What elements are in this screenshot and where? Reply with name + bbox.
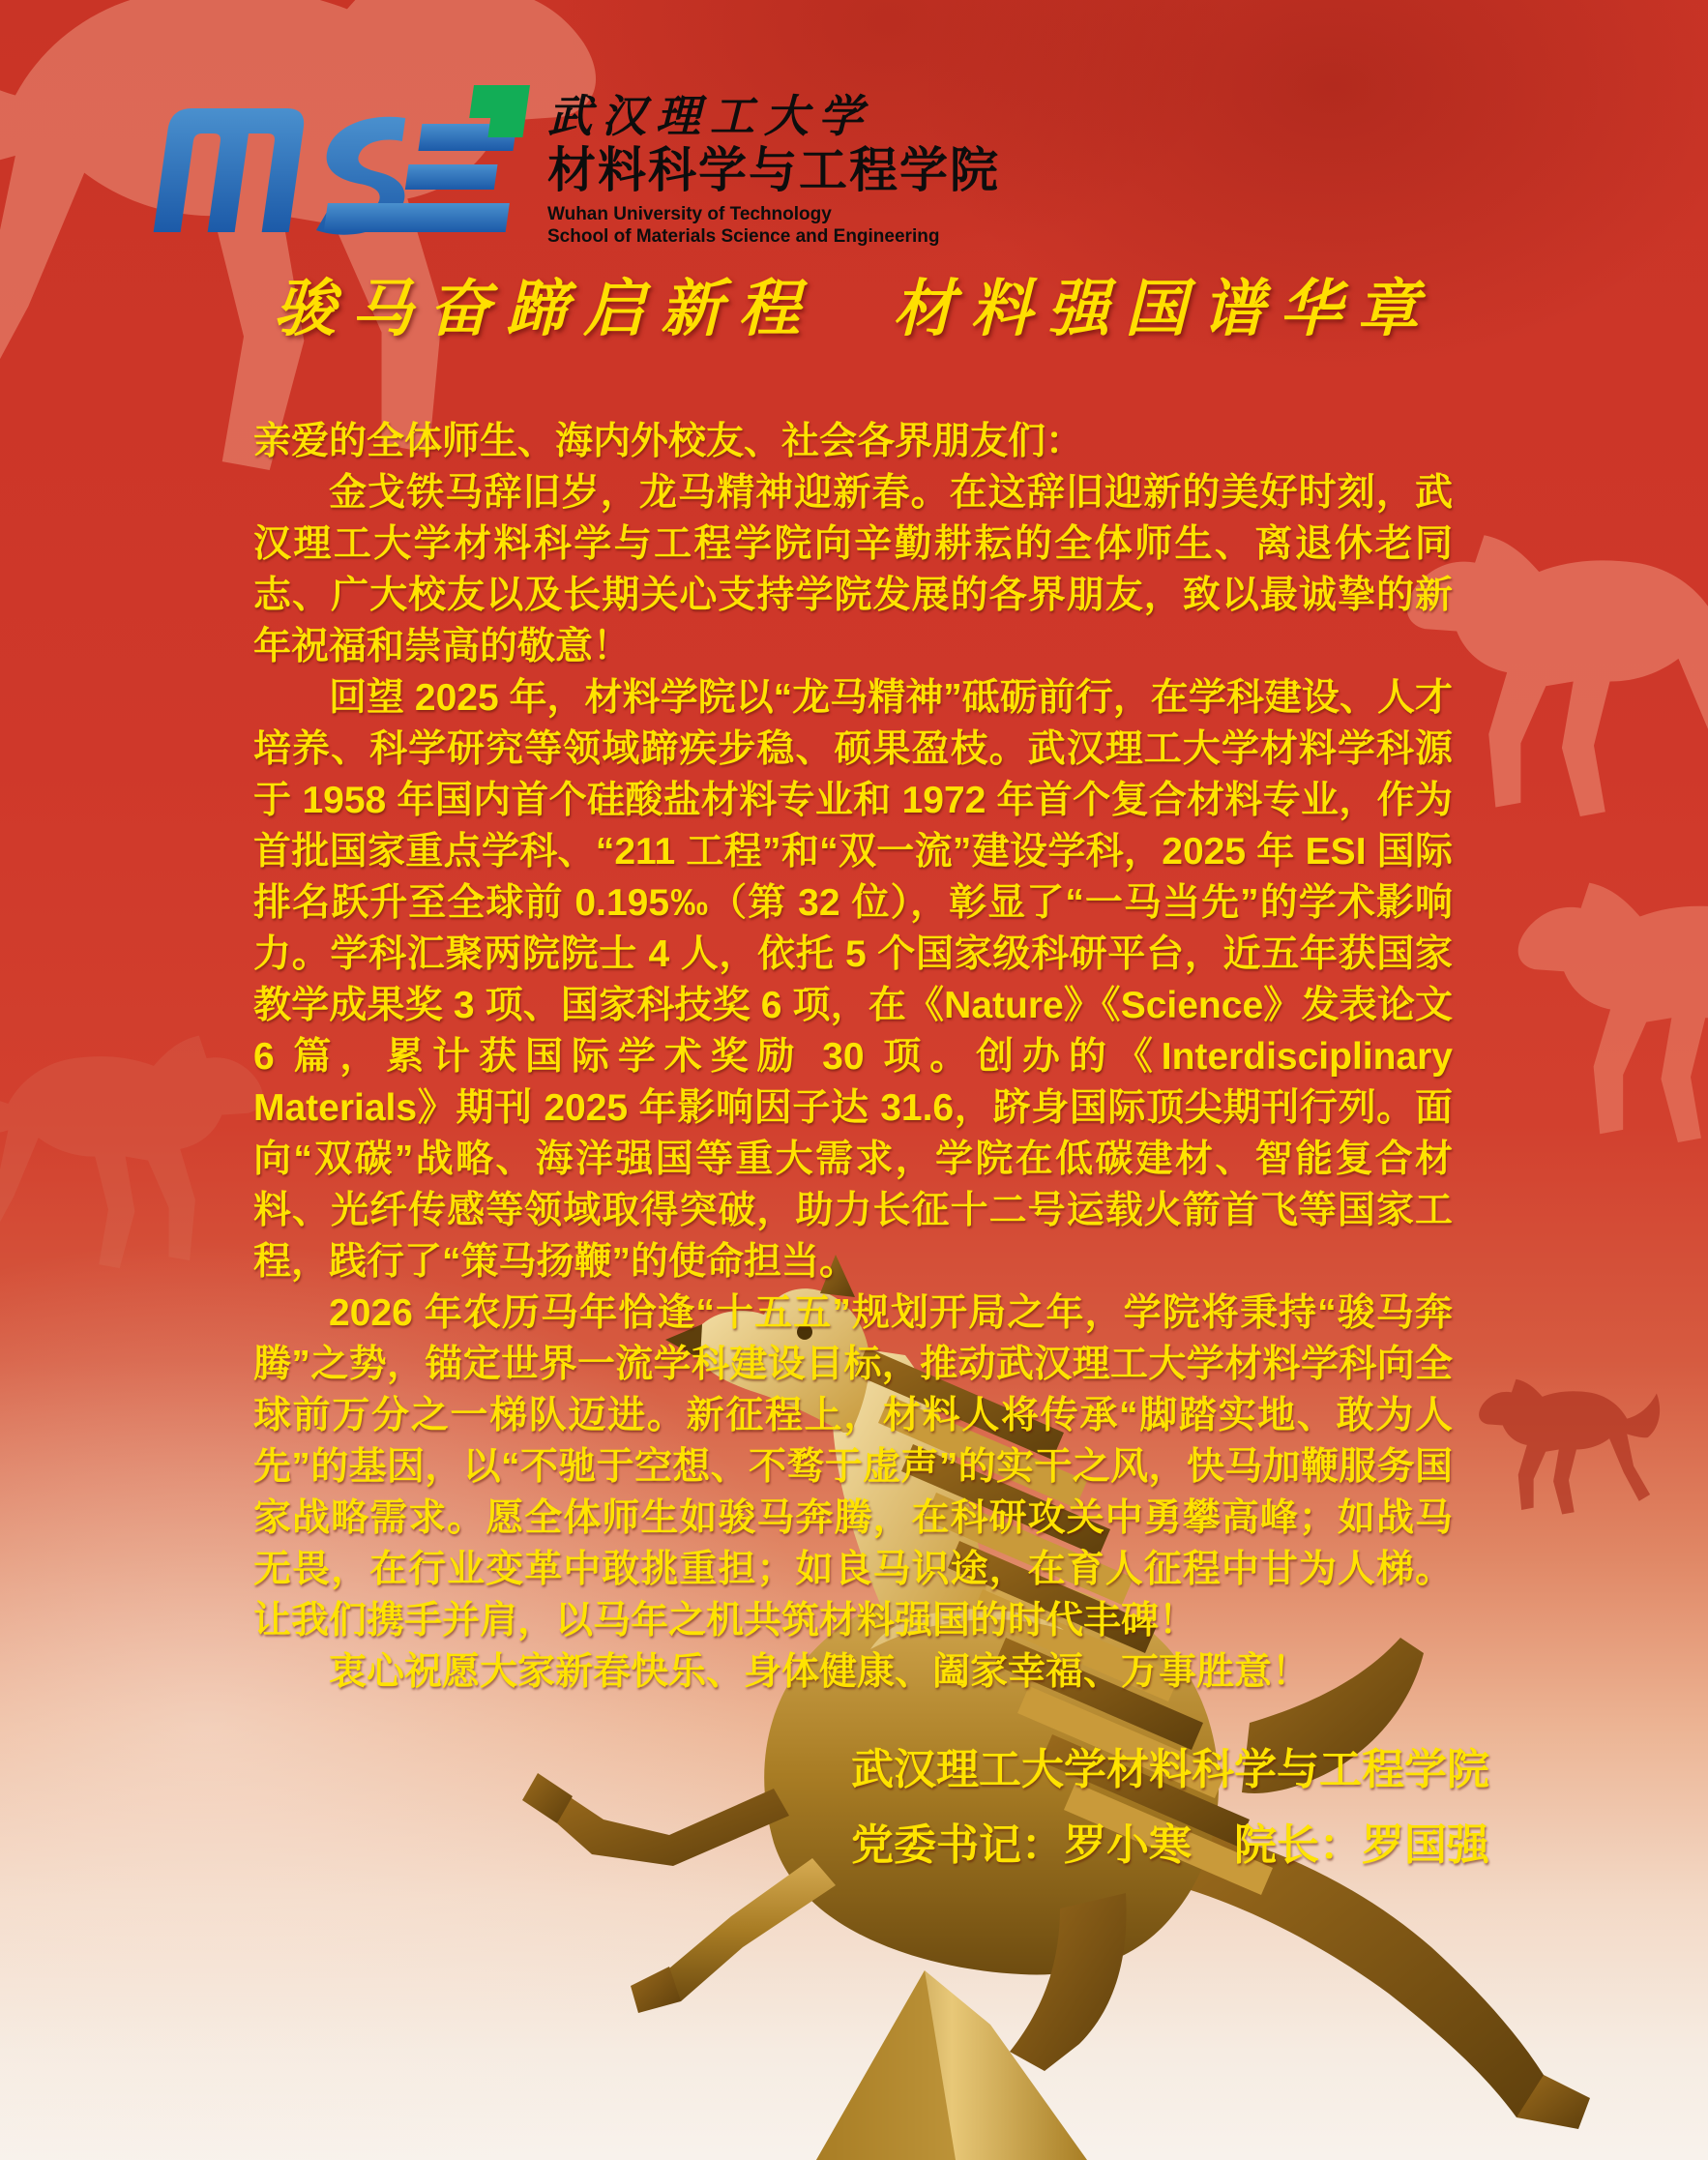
signature-organization: 武汉理工大学材料科学与工程学院 [851,1746,1489,1793]
letter-salutation: 亲爱的全体师生、海内外校友、社会各界朋友们： [253,421,1084,462]
horse-silhouette-icon [1412,871,1708,1228]
header-text [547,85,1000,248]
university-name-cn: 武汉理工大学 [547,90,872,142]
letter-paragraph: 回望 2025 年，材料学院以“龙马精神”砥砺前行，在学科建设、人才培养、科学研究等领域蹄疾步稳、硕果盈枝。武汉理工大学材料学科源于 1958 年国内首个硅酸盐材料专业和 1972 年首个复合材料专业，作为首批国家重点学科、“211 工程”和“双一流”建设学科，2025 年 ESI 国际排名跃升至全球前 0.195‰（第 32 位），彰显了“一马当先”的学术影响力。学科汇聚两院院士 4 人，依托 5 个国家级科研平台，近五年获国家教学成果奖 3 项、国家科技奖 6 项，在《Nature》《Science》发表论文 6 篇，累计获国际学术奖励 30 项。创办的《Interdisciplinary Materials》期刊 2025 年影响因子达 31.6，跻身国际顶尖期刊行列。面向“双碳”战略、海洋强国等重大需求，学院在低碳建材、智能复合材料、光纤传感等领域取得突破，助力长征十二号运载火箭首飞等国家工程，践行了“策马扬鞭”的使命担当。 [253,677,1453,1283]
school-name-cn: 材料科学与工程学院 [547,143,1000,197]
signature-officials: 党委书记：罗小寒 院长：罗国强 [851,1821,1489,1869]
signature-block [851,1739,1509,1877]
mse-logo-icon [153,85,530,240]
page-title: 骏马奋蹄启新程 材料强国谱华章 [274,273,1434,345]
greeting-letter [253,416,1453,1698]
university-name-en: Wuhan University of Technology [547,204,832,224]
letter-paragraph: 2026 年农历马年恰逢“十五五”规划开局之年，学院将秉持“骏马奔腾”之势，锚定世界一流学科建设目标，推动武汉理工大学材料学科向全球前万分之一梯队迈进。新征程上，材料人将传承“脚踏实地、敢为人先”的基因，以“不驰于空想、不骛于虚声”的实干之风，快马加鞭服务国家战略需求。愿全体师生如骏马奔腾，在科研攻关中勇攀高峰；如战马无畏，在行业变革中敢挑重担；如良马识途，在育人征程中甘为人梯。让我们携手并肩，以马年之机共筑材料强国的时代丰碑！ [253,1292,1453,1642]
letter-paragraph: 衷心祝愿大家新春快乐、身体健康、阖家幸福、万事胜意！ [329,1651,1310,1693]
school-name-en: School of Materials Science and Engineering [547,226,940,247]
header [153,85,1000,248]
letter-paragraph: 金戈铁马辞旧岁，龙马精神迎新春。在这辞旧迎新的美好时刻，武汉理工大学材料科学与工程学院向辛勤耕耘的全体师生、离退休老同志、广大校友以及长期关心支持学院发展的各界朋友，致以最诚挚的新年祝福和崇高的敬意！ [253,472,1453,667]
